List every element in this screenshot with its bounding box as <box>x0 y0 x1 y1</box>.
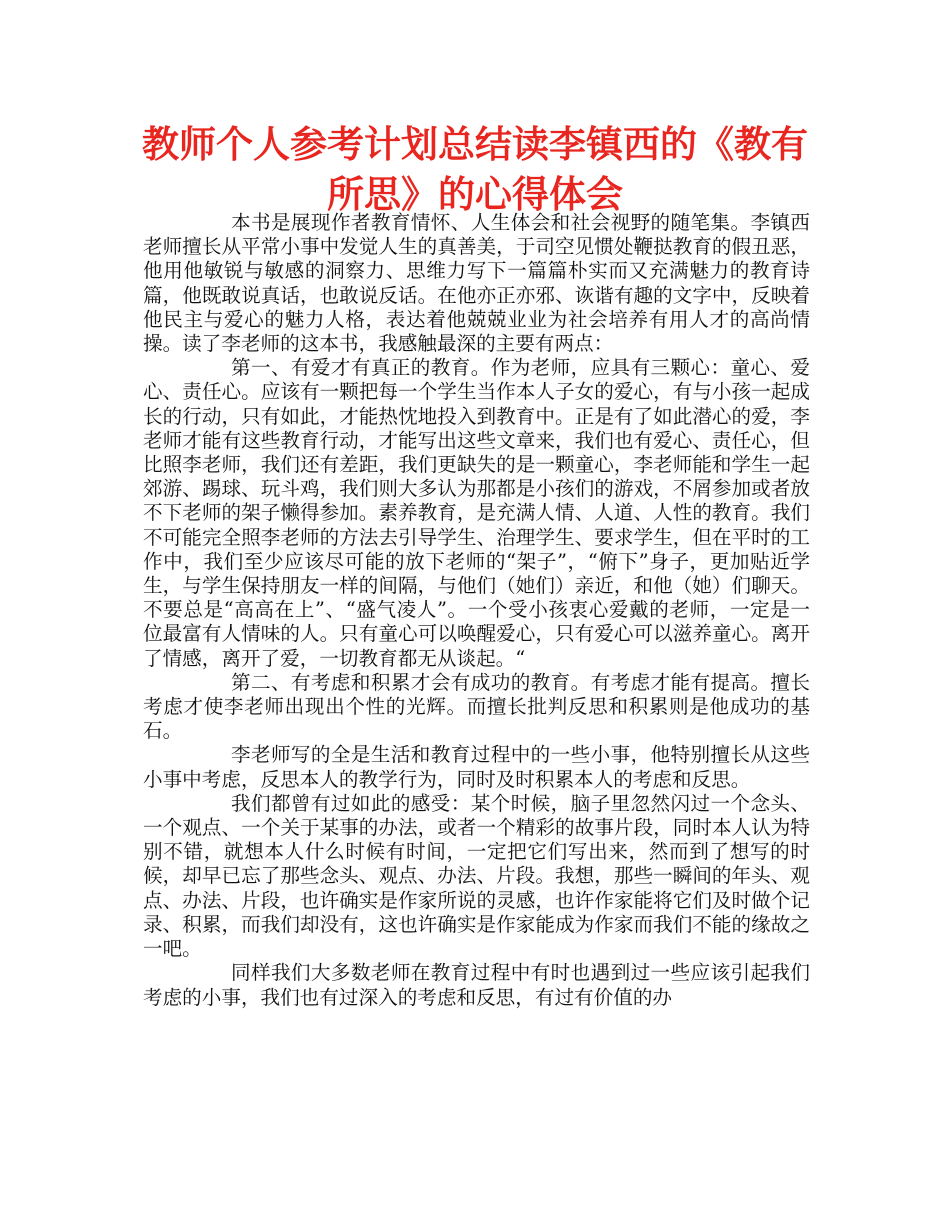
paragraph: 李老师写的全是生活和教育过程中的一些小事，他特别擅长从这些小事中考虑，反思本人的教学行为，同时及时积累本人的考虑和反思。 <box>143 743 810 791</box>
paragraph: 第一、有爱才有真正的教育。作为老师，应具有三颗心：童心、爱心、责任心。应该有一颗把每一个学生当作本人子女的爱心，有与小孩一起成长的行动，只有如此，才能热忱地投入到教育中。正是有了如此潜心的爱，李老师才能有这些教育行动，才能写出这些文章来，我们也有爱心、责任心，但比照李老师，我们还有差距，我们更缺失的是一颗童心，李老师能和学生一起郊游、踢球、玩斗鸡，我们则大多认为那都是小孩们的游戏，不屑参加或者放不下老师的架子懒得参加。素养教育，是充满人情、人道、人性的教育。我们不可能完全照李老师的方法去引导学生、治理学生、要求学生，但在平时的工作中，我们至少应该尽可能的放下老师的“架子”，“俯下”身子，更加贴近学生，与学生保持朋友一样的间隔，与他们（她们）亲近，和他（她）们聊天。不要总是“高高在上”、“盛气凌人”。一个受小孩衷心爱戴的老师，一定是一位最富有人情味的人。只有童心可以唤醒爱心，只有爱心可以滋养童心。离开了情感，离开了爱，一切教育都无从谈起。“ <box>143 356 810 670</box>
paragraph: 本书是展现作者教育情怀、人生体会和社会视野的随笔集。李镇西老师擅长从平常小事中发觉人生的真善美，于司空见惯处鞭挞教育的假丑恶，他用他敏锐与敏感的洞察力、思维力写下一篇篇朴实而又充满魅力的教育诗篇，他既敢说真话，也敢说反话。在他亦正亦邪、诙谐有趣的文字中，反映着他民主与爱心的魅力人格，表达着他兢兢业业为社会培养有用人才的高尚情操。读了李老师的这本书，我感触最深的主要有两点： <box>143 211 810 356</box>
paragraph: 我们都曾有过如此的感受：某个时候，脑子里忽然闪过一个念头、一个观点、一个关于某事的办法，或者一个精彩的故事片段，同时本人认为特别不错，就想本人什么时候有时间，一定把它们写出来，然而到了想写的时候，却早已忘了那些念头、观点、办法、片段。我想，那些一瞬间的年头、观点、办法、片段，也许确实是作家所说的灵感，也许作家能将它们及时做个记录、积累，而我们却没有，这也许确实是作家能成为作家而我们不能的缘故之一吧。 <box>143 791 810 961</box>
paragraph: 第二、有考虑和积累才会有成功的教育。有考虑才能有提高。擅长考虑才使李老师出现出个性的光辉。而擅长批判反思和积累则是他成功的基石。 <box>143 670 810 743</box>
paragraph: 同样我们大多数老师在教育过程中有时也遇到过一些应该引起我们考虑的小事，我们也有过深入的考虑和反思，有过有价值的办 <box>143 961 810 1009</box>
document-body <box>143 211 810 1010</box>
document-title: 教师个人参考计划总结读李镇西的《教有所思》的心得体会 <box>142 123 808 216</box>
